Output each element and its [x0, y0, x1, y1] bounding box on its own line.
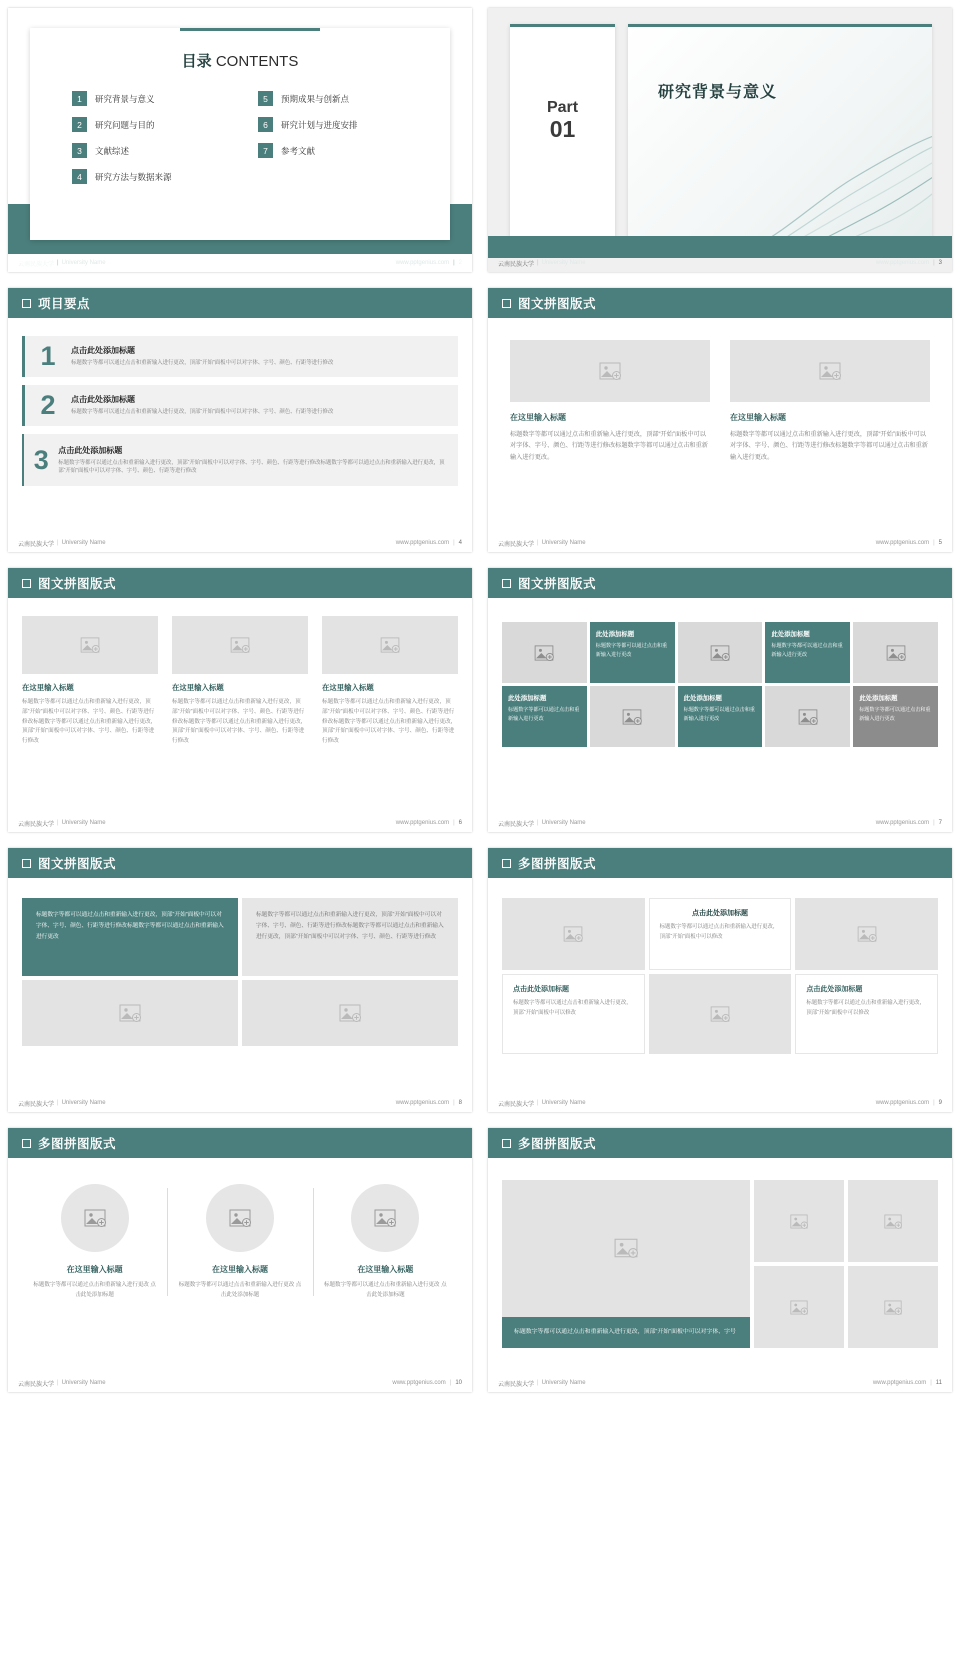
slide-9 [480, 840, 960, 1120]
image-icon [230, 637, 250, 653]
footer-separator: | [537, 1380, 539, 1386]
footer-page-number: 3 [938, 260, 942, 266]
image-placeholder[interactable] [848, 1266, 938, 1348]
image-icon [339, 1004, 361, 1022]
contents-column-left [72, 91, 222, 195]
image-placeholder[interactable] [502, 622, 587, 683]
image-placeholder[interactable] [730, 340, 930, 402]
image-placeholder[interactable] [22, 980, 238, 1046]
footer-left [18, 1099, 106, 1108]
slide-footer [488, 814, 952, 832]
slide-header [488, 568, 952, 598]
header-title: 项目要点 [38, 297, 91, 311]
block-body: 标题数字等都可以通过点击和重新输入进行更改，顶部“开始”面板中可以对字体、字号、颜色、行距等进行修改标题数字等都可以通过点击和重新输入进行更改。 [730, 431, 928, 461]
footer-right [876, 1100, 942, 1106]
text-card-5[interactable] [853, 686, 938, 747]
square-icon [502, 859, 511, 868]
two-column-layout [488, 318, 952, 463]
slide-footer [8, 1374, 472, 1392]
footer-separator: | [537, 540, 539, 546]
text-card-4[interactable] [678, 686, 763, 747]
image-placeholder[interactable] [590, 686, 675, 747]
footer-website: www.pptgenius.com [875, 1100, 930, 1106]
content-layout [8, 878, 472, 1046]
gallery-layout [488, 1158, 952, 1348]
slide-2 [0, 0, 480, 280]
footer-left [498, 259, 586, 268]
slide-11-body [488, 1128, 952, 1392]
square-icon [22, 1139, 31, 1148]
part-title: 研究背景与意义 [658, 84, 778, 101]
contents-item-3[interactable] [72, 143, 222, 158]
footer-separator: | [453, 540, 455, 546]
square-icon [22, 579, 31, 588]
footer-left [498, 1099, 586, 1108]
footer-university: 云南民族大学 [18, 821, 55, 828]
footer-separator: | [933, 260, 935, 266]
slide-4-body [8, 288, 472, 552]
image-placeholder[interactable] [765, 686, 850, 747]
footer-right [396, 1100, 462, 1106]
slide-header [8, 848, 472, 878]
slide-3 [480, 0, 960, 280]
row-title: 点击此处添加标题 [71, 346, 135, 356]
footer-page-number: 10 [455, 1380, 462, 1386]
footer-left [18, 259, 106, 268]
right-text-card[interactable] [795, 974, 938, 1054]
row-body: 标题数字等都可以通过点击和重新输入进行更改，顶部“开始”面板中可以对字体、字号、颜色、行距等进行修改 [71, 409, 334, 416]
block-title: 在这里输入标题 [172, 683, 224, 692]
image-placeholder[interactable] [322, 616, 458, 674]
image-icon [884, 1300, 902, 1315]
slide-11 [480, 1120, 960, 1400]
row-text [71, 345, 345, 367]
slide-4 [0, 280, 480, 560]
image-row [22, 980, 458, 1046]
image-icon [819, 362, 841, 380]
slide-header [8, 568, 472, 598]
slide-footer [488, 534, 952, 552]
content-block-2 [167, 1184, 312, 1301]
contents-item-1[interactable] [72, 91, 222, 106]
footer-left [18, 1379, 106, 1388]
header-title: 多图拼图版式 [38, 1137, 117, 1151]
image-icon [119, 1004, 141, 1022]
contents-item-7[interactable] [258, 143, 408, 158]
row-body: 标题数字等都可以通过点击和重新输入进行更改，顶部“开始”面板中可以对字体、字号、颜色、行距等进行修改标题数字等都可以通过点击和重新输入进行更改，顶部“开始”面板中可以对字体、字号、颜色、行距等进行修改 [58, 459, 445, 474]
header-title: 多图拼图版式 [518, 1137, 597, 1151]
image-placeholder[interactable] [678, 622, 763, 683]
content-block-3 [313, 1184, 458, 1301]
card-body: 标题数字等都可以通过点击和重新输入进行更改 [771, 643, 843, 658]
center-text-card[interactable] [649, 898, 792, 970]
footer-university: 云南民族大学 [498, 1101, 535, 1108]
key-point-row-1[interactable] [22, 336, 458, 377]
image-icon [884, 1214, 902, 1229]
footer-separator: | [57, 1100, 59, 1106]
slide-10 [0, 1120, 480, 1400]
row-title: 点击此处添加标题 [71, 395, 135, 405]
image-placeholder[interactable] [22, 616, 158, 674]
footer-right [873, 1380, 942, 1386]
text-row [22, 898, 458, 976]
row-number: 1 [40, 341, 56, 371]
footer-left [18, 539, 106, 548]
footer-university-en: University Name [541, 1380, 586, 1386]
slide-3-body [488, 8, 952, 272]
square-icon [22, 859, 31, 868]
image-icon [80, 637, 100, 653]
footer-university: 云南民族大学 [498, 1381, 535, 1388]
block-title: 在这里输入标题 [66, 1265, 123, 1274]
item-number: 6 [258, 117, 273, 132]
footer-university: 云南民族大学 [498, 541, 535, 548]
footer-university: 云南民族大学 [18, 1101, 55, 1108]
footer-left [18, 819, 106, 828]
footer-separator: | [453, 820, 455, 826]
mosaic-grid [488, 878, 952, 1054]
footer-university-en: University Name [61, 1100, 106, 1106]
footer-separator: | [449, 1380, 452, 1386]
part-number-card [510, 24, 615, 239]
image-icon [614, 1238, 638, 1258]
decorative-wave [692, 119, 932, 239]
item-label: 参考文献 [281, 145, 316, 156]
image-placeholder[interactable] [510, 340, 710, 402]
footer-separator: | [453, 1100, 455, 1106]
image-placeholder[interactable] [242, 980, 458, 1046]
footer-university: 云南民族大学 [498, 261, 535, 268]
footer-university-en: University Name [61, 1380, 106, 1386]
block-body: 标题数字等都可以通过点击和重新输入进行更改，顶部“开始”面板中可以对字体、字号、颜色、行距等进行修改标题数字等都可以通过点击和重新输入进行更改，顶部“开始”面板中可以对字体、字号、颜色、行距等进行修改 [172, 699, 307, 745]
footer-university-en: University Name [541, 540, 586, 546]
block-body: 标题数字等都可以通过点击和重新输入进行更改，顶部“开始”面板中可以对字体、字号、颜色、行距等进行修改标题数字等都可以通过点击和重新输入进行更改。 [510, 431, 708, 461]
accent-bar [510, 24, 615, 27]
slide-header [8, 1128, 472, 1158]
block-title: 在这里输入标题 [357, 1265, 414, 1274]
slide-header [488, 1128, 952, 1158]
title-cn: 目录 [181, 53, 212, 70]
contents-item-5[interactable] [258, 91, 408, 106]
content-block-3 [322, 616, 458, 747]
footer-university-en: University Name [61, 820, 106, 826]
footer-right [876, 260, 942, 266]
image-placeholder[interactable] [754, 1266, 844, 1348]
image-placeholder[interactable] [351, 1184, 419, 1252]
block-body: 标题数字等都可以通过点击和重新输入进行更改 点击此处添加标题 [178, 1282, 302, 1298]
footer-website: www.pptgenius.com [395, 540, 450, 546]
image-placeholder[interactable] [206, 1184, 274, 1252]
footer-university-en: University Name [61, 260, 106, 266]
card-title: 此处添加标题 [595, 631, 635, 638]
footer-university-en: University Name [541, 260, 586, 266]
contents-item-2[interactable] [72, 117, 222, 132]
image-icon [622, 709, 642, 725]
footer-right [396, 820, 462, 826]
contents-columns [30, 91, 450, 195]
footer-separator: | [933, 820, 935, 826]
card-body: 标题数字等都可以通过点击和重新输入进行更改 [508, 707, 580, 722]
slide-header [488, 848, 952, 878]
footer-page-number: 7 [938, 820, 942, 826]
part-title-panel [628, 24, 932, 239]
gray-text-box[interactable]: 标题数字等都可以通过点击和重新输入进行更改，顶部“开始”面板中可以对字体、字号、颜色、行距等进行修改标题数字等都可以通过点击和重新输入进行更改，顶部“开始”面板中可以对字体、字号、颜色、行距等进行修改 [242, 898, 458, 976]
slide-footer [488, 1094, 952, 1112]
item-number: 1 [72, 91, 87, 106]
footer-separator: | [933, 1100, 935, 1106]
block-body: 标题数字等都可以通过点击和重新输入进行更改 点击此处添加标题 [33, 1282, 156, 1298]
slide-footer [8, 254, 472, 272]
image-placeholder[interactable] [502, 898, 645, 970]
footer-website: www.pptgenius.com [395, 820, 450, 826]
footer-university-en: University Name [541, 1100, 586, 1106]
footer-university: 云南民族大学 [18, 541, 55, 548]
image-icon [886, 645, 906, 661]
image-placeholder[interactable] [853, 622, 938, 683]
image-placeholder[interactable] [754, 1180, 844, 1262]
caption-box[interactable]: 标题数字等都可以通过点击和重新输入进行更改，顶部“开始”面板中可以对字体、字号 [502, 1317, 750, 1348]
footer-website: www.pptgenius.com [875, 260, 930, 266]
footer-page-number: 6 [458, 820, 462, 826]
card-title: 此处添加标题 [508, 695, 547, 702]
slide-7 [480, 560, 960, 840]
footer-right [396, 260, 462, 266]
block-title: 在这里输入标题 [22, 683, 74, 692]
content-block-1 [510, 340, 710, 463]
footer-separator: | [537, 260, 539, 266]
image-icon [374, 1209, 396, 1227]
block-title: 在这里输入标题 [730, 413, 786, 422]
contents-column-right [258, 91, 408, 195]
item-label: 预期成果与创新点 [281, 93, 350, 104]
content-block-1 [22, 1184, 167, 1301]
teal-text-box[interactable]: 标题数字等都可以通过点击和重新输入进行更改，顶部“开始”面板中可以对字体、字号、颜色、行距等进行修改标题数字等都可以通过点击和重新输入进行更改 [22, 898, 238, 976]
card-title: 此处添加标题 [683, 695, 722, 702]
slide-7-body [488, 568, 952, 832]
block-title: 在这里输入标题 [510, 413, 566, 422]
card-body: 标题数字等都可以通过点击和重新输入进行更改，顶部“开始”面板中可以修改 [806, 1000, 925, 1016]
image-icon [563, 926, 583, 942]
footer-website: www.pptgenius.com [875, 820, 930, 826]
item-number: 2 [72, 117, 87, 132]
item-number: 5 [258, 91, 273, 106]
item-number: 3 [72, 143, 87, 158]
header-title: 图文拼图版式 [38, 577, 117, 591]
image-icon [710, 645, 730, 661]
footer-right [392, 1380, 462, 1386]
slide-5-body [488, 288, 952, 552]
image-icon [790, 1214, 808, 1229]
content-block-2 [730, 340, 930, 463]
block-title: 在这里输入标题 [322, 683, 374, 692]
footer-page-number: 5 [938, 540, 942, 546]
image-placeholder[interactable] [61, 1184, 129, 1252]
mosaic-grid [488, 598, 952, 747]
footer-separator: | [537, 1100, 539, 1106]
footer-website: www.pptgenius.com [395, 1100, 450, 1106]
item-label: 研究问题与目的 [95, 119, 155, 130]
footer-website: www.pptgenius.com [392, 1380, 446, 1386]
contents-card [30, 28, 450, 240]
footer-left [498, 819, 586, 828]
item-number: 7 [258, 143, 273, 158]
image-placeholder[interactable] [649, 974, 792, 1054]
item-label: 研究方法与数据来源 [95, 171, 172, 182]
slide-header [8, 288, 472, 318]
footer-right [876, 540, 942, 546]
image-icon [84, 1209, 106, 1227]
image-icon [229, 1209, 251, 1227]
content-block-2 [172, 616, 308, 747]
three-column-layout [8, 598, 472, 747]
footer-page-number: 9 [938, 1100, 942, 1106]
footer-separator: | [57, 540, 59, 546]
card-title: 此处添加标题 [771, 631, 810, 638]
card-body: 标题数字等都可以通过点击和重新输入进行更改 [595, 643, 668, 658]
contents-item-6[interactable] [258, 117, 408, 132]
footer-right [396, 540, 462, 546]
row-body: 标题数字等都可以通过点击和重新输入进行更改，顶部“开始”面板中可以对字体、字号、颜色、行距等进行修改 [71, 360, 334, 367]
slide-footer [488, 254, 952, 272]
footer-separator: | [537, 820, 539, 826]
footer-right [876, 820, 942, 826]
square-icon [22, 299, 31, 308]
slide-8 [0, 840, 480, 1120]
header-title: 图文拼图版式 [518, 577, 597, 591]
footer-separator: | [930, 1380, 932, 1386]
left-text-card[interactable] [502, 974, 645, 1054]
part-word: Part [546, 99, 579, 116]
accent-bar [628, 24, 932, 27]
footer-left [498, 539, 586, 548]
footer-left [498, 1379, 586, 1388]
card-body: 标题数字等都可以通过点击和重新输入进行更改 [683, 707, 755, 722]
slide-6-body [8, 568, 472, 832]
card-title: 此处添加标题 [859, 695, 898, 702]
footer-page-number: 11 [935, 1380, 942, 1386]
slide-footer [8, 1094, 472, 1112]
slide-6 [0, 560, 480, 840]
slide-5 [480, 280, 960, 560]
block-body: 标题数字等都可以通过点击和重新输入进行更改 点击此处添加标题 [324, 1282, 447, 1298]
footer-website: www.pptgenius.com [875, 540, 930, 546]
image-placeholder[interactable] [502, 1180, 750, 1317]
thumbnail-grid [754, 1180, 938, 1348]
main-image-column [502, 1180, 750, 1348]
key-point-row-3[interactable] [22, 434, 458, 486]
image-icon [857, 926, 877, 942]
three-column-layout [8, 1158, 472, 1301]
footer-university: 云南民族大学 [498, 821, 535, 828]
footer-separator: | [57, 820, 59, 826]
page-title [30, 50, 450, 71]
contents-item-4[interactable] [72, 169, 222, 184]
accent-line [180, 28, 320, 31]
slide-2-body [8, 8, 472, 272]
slide-footer [8, 814, 472, 832]
header-title: 图文拼图版式 [518, 297, 597, 311]
row-text [71, 394, 345, 416]
key-points-list [8, 318, 472, 486]
footer-separator: | [933, 540, 935, 546]
footer-website: www.pptgenius.com [395, 260, 450, 266]
image-icon [534, 645, 554, 661]
square-icon [502, 579, 511, 588]
slide-footer [488, 1374, 952, 1392]
row-number: 2 [40, 390, 56, 420]
image-icon [380, 637, 400, 653]
text-card-1[interactable] [590, 622, 675, 683]
slide-footer [8, 534, 472, 552]
square-icon [502, 1139, 511, 1148]
footer-page-number: 4 [458, 540, 462, 546]
image-placeholder[interactable] [795, 898, 938, 970]
content-block-1 [22, 616, 158, 747]
card-body: 标题数字等都可以通过点击和重新输入进行更改，顶部“开始”面板中可以修改 [513, 1000, 632, 1016]
footer-university-en: University Name [61, 540, 106, 546]
footer-separator: | [57, 1380, 59, 1386]
row-number: 3 [33, 444, 49, 475]
image-placeholder[interactable] [172, 616, 308, 674]
card-body: 标题数字等都可以通过点击和重新输入进行更改，顶部“开始”面板中可以修改 [659, 924, 779, 940]
card-title: 点击此处添加标题 [513, 986, 569, 993]
item-number: 4 [72, 169, 87, 184]
image-icon [599, 362, 621, 380]
text-card-2[interactable] [765, 622, 850, 683]
item-label: 研究背景与意义 [95, 93, 155, 104]
block-title: 在这里输入标题 [211, 1265, 268, 1274]
card-title: 点击此处添加标题 [691, 910, 748, 917]
slide-8-body [8, 848, 472, 1112]
footer-page-number: 2 [458, 260, 462, 266]
footer-separator: | [57, 260, 59, 266]
key-point-row-2[interactable] [22, 385, 458, 426]
slide-header [488, 288, 952, 318]
block-body: 标题数字等都可以通过点击和重新输入进行更改，顶部“开始”面板中可以对字体、字号、颜色、行距等进行修改标题数字等都可以通过点击和重新输入进行更改，顶部“开始”面板中可以对字体、字号、颜色、行距等进行修改 [22, 699, 157, 745]
header-title: 多图拼图版式 [518, 857, 597, 871]
footer-university: 云南民族大学 [18, 1381, 55, 1388]
footer-website: www.pptgenius.com [872, 1380, 927, 1386]
slide-9-body [488, 848, 952, 1112]
part-number: 01 [549, 116, 576, 142]
image-placeholder[interactable] [848, 1180, 938, 1262]
image-icon [710, 1006, 730, 1022]
footer-university-en: University Name [541, 820, 586, 826]
item-label: 文献综述 [95, 145, 130, 156]
footer-separator: | [453, 260, 455, 266]
footer-page-number: 8 [458, 1100, 462, 1106]
card-body: 标题数字等都可以通过点击和重新输入进行更改 [859, 707, 931, 722]
card-title: 点击此处添加标题 [806, 986, 863, 993]
header-title: 图文拼图版式 [38, 857, 117, 871]
row-text [58, 445, 458, 476]
image-icon [790, 1300, 808, 1315]
footer-university: 云南民族大学 [18, 261, 55, 268]
row-title: 点击此处添加标题 [58, 445, 123, 455]
text-card-3[interactable] [502, 686, 587, 747]
image-icon [798, 709, 818, 725]
block-body: 标题数字等都可以通过点击和重新输入进行更改，顶部“开始”面板中可以对字体、字号、颜色、行距等进行修改标题数字等都可以通过点击和重新输入进行更改，顶部“开始”面板中可以对字体、字号、颜色、行距等进行修改 [322, 699, 457, 745]
slide-10-body [8, 1128, 472, 1392]
square-icon [502, 299, 511, 308]
title-en: CONTENTS [215, 53, 299, 70]
item-label: 研究计划与进度安排 [281, 119, 358, 130]
